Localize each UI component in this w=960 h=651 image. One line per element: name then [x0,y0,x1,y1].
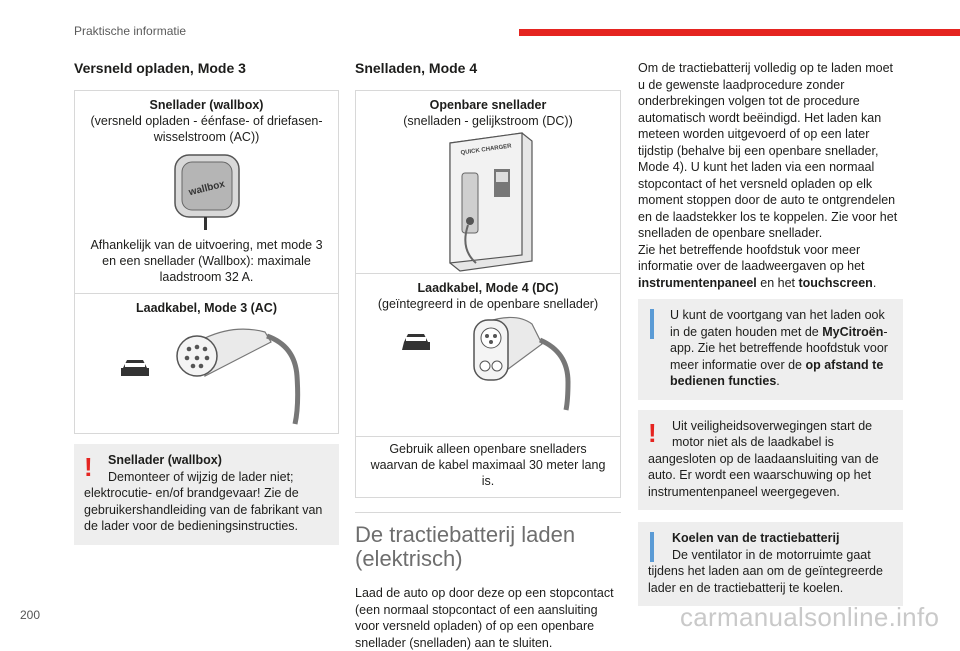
info-icon [650,309,654,339]
wallbox-note: Afhankelijk van de uitvoering, met mode 3 en een snellader (Wallbox): maximale laadstroom 32 A. [90,238,323,284]
wallbox-section [75,91,338,294]
public-charger-section [356,91,620,274]
remote-functions: op afstand te bedienen functies [670,357,884,388]
mode3-cable-section [75,294,338,433]
warning-exclamation-icon: ! [84,452,93,482]
wallbox-desc: (versneld opladen - éénfase- of driefasen-wisselstroom (AC)) [90,114,323,144]
wallbox-icon [75,145,340,231]
wallbox-caption [75,91,338,145]
ref-touchscreen: touchscreen [798,275,873,290]
section-divider [355,512,621,513]
warning-exclamation-icon: ! [648,417,657,448]
column-left [74,60,339,545]
section-text: Laad de auto op door deze op een stopcontact (een normaal stopcontact of een aansluiting voor versneld opladen) of op een openbare snellader (snelladen) aan te sluiten. [355,586,614,650]
car-icon [402,334,430,350]
warning-rest: elektrocutie- en/of brandgevaar! Zie de gebruikershandleiding van de fabrikant van de lader voor de bedieningsinstructies. [84,486,323,533]
info-icon [650,532,654,562]
mode3-cable-title-text: Laadkabel, Mode 3 (AC) [136,301,277,315]
column-right [638,60,903,606]
mode4-cable-note: Gebruik alleen openbare snelladers waarvan de kabel maximaal 30 meter lang is. [370,442,606,488]
cooling-title: Koelen van de tractiebatterij [672,531,840,545]
ref-text-mid: en het [756,275,799,290]
info1-text: U kunt de voortgang van het laden ook in de gaten houden met de MyCitroën-app. Zie het betreffende hoofdstuk voor meer informatie over de op afstand te bedienen functies. [670,308,888,388]
mode3-box [74,90,339,434]
running-header: Praktische informatie [74,24,187,38]
heading-mode3: Versneld opladen, Mode 3 [74,60,246,76]
wallbox-title: Snellader (wallbox) [149,98,264,112]
app-name: MyCitroën [822,324,884,339]
cooling-rest: tijdens het laden aan om de geïntegreerde lader en de tractiebatterij te koelen. [648,564,883,595]
display-reference-paragraph [638,242,903,292]
quick-charger-label: QUICK CHARGER [460,143,512,157]
header-accent-bar [519,29,960,36]
charging-paragraph: Om de tractiebatterij volledig op te laden moet u de gewenste laadprocedure zonder onderbrekingen volgen tot de procedure automatisch wordt beëindigd. Het laden kan meteen worden uitgevoerd of op een later tijdstip (behalve bij een openbare snellader, Mode 4). U kunt het laden via een normaal stopcontact of het versneld opladen op elk moment stoppen door de auto te ontgrendelen en de laadstekker los te koppelen. Zie voor het snelladen de openbare snellader. [638,61,898,240]
mode4-cable-section [356,274,620,437]
ref-instrument-panel: instrumentenpaneel [638,275,757,290]
info-myapp-notice [638,299,903,400]
ref-text-start: Zie het betreffende hoofdstuk voor meer informatie over de laadweergaven op het [638,242,865,273]
wallbox-warning [74,444,339,545]
public-charger-caption [356,91,620,129]
cooling-info [638,522,903,606]
mode3-cable-title [75,294,338,316]
page-number: 200 [20,608,41,622]
safety-warning-rest: aangesloten op de laadaansluiting van de auto. Er wordt een waarschuwing op het instrumentenpaneel weergegeven. [648,451,879,499]
type2-cable-icon [75,316,340,428]
section-title: De tractiebatterij laden (elektrisch) [355,522,576,571]
safety-warning [638,410,903,511]
car-icon [121,360,149,376]
mode4-cable-desc: (geïntegreerd in de openbare snellader) [377,297,599,311]
warning-title: Snellader (wallbox) [108,453,222,467]
warning-line1: Demonteer of wijzig de lader niet; [108,469,294,484]
site-watermark: carmanualsonline.info [680,602,940,632]
cooling-line1: De ventilator in de motorruimte gaat [672,547,871,562]
wallbox-illustration [75,145,338,231]
column-middle [355,60,621,651]
public-charger-title: Openbare snellader [429,98,547,112]
heading-mode4: Snelladen, Mode 4 [355,60,478,76]
safety-warning-lead: Uit veiligheidsoverwegingen start de motor niet als de laadkabel is [672,418,873,449]
mode4-cable-title: Laadkabel, Mode 4 (DC) [417,281,559,295]
quick-charger-icon [356,129,622,275]
mode4-box [355,90,621,498]
ccs-cable-icon [356,312,622,412]
ref-text-end: . [872,275,877,290]
wallbox-logo-text: wallbox [187,178,227,199]
public-charger-desc: (snelladen - gelijkstroom (DC)) [403,114,573,128]
